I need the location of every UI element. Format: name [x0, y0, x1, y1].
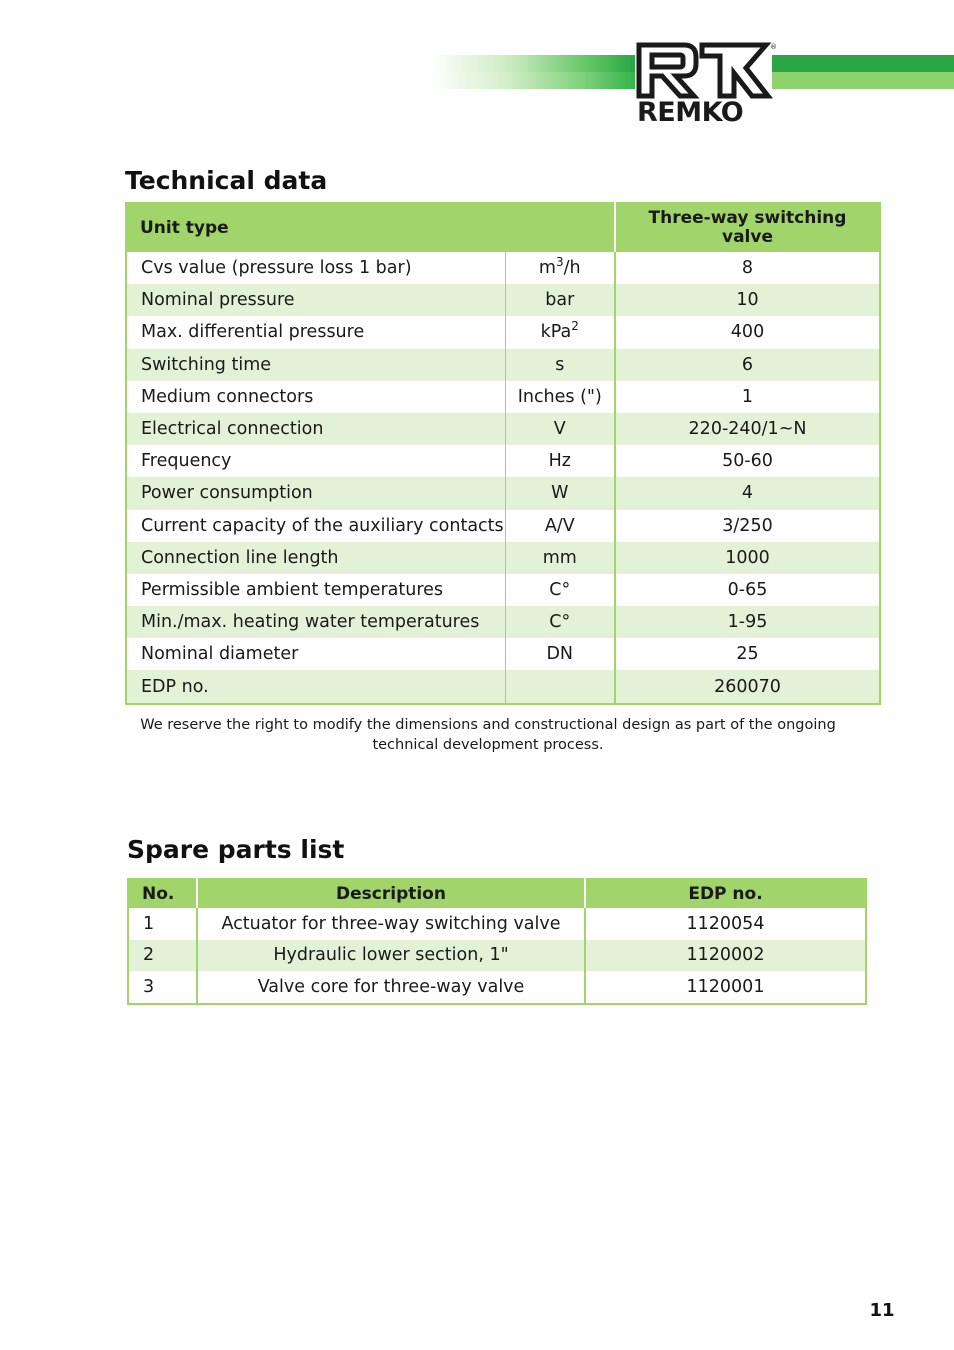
table-header-row — [128, 879, 866, 908]
header-value-text: Three-way switching valve — [648, 208, 847, 247]
row-unit — [505, 477, 615, 509]
row-label: Nominal diameter — [141, 644, 299, 665]
spare-parts-table — [127, 878, 867, 1005]
row-label: Current capacity of the auxiliary contacts — [141, 515, 504, 536]
row-value: 0-65 — [615, 574, 880, 606]
row-label: Power consumption — [126, 477, 505, 509]
unit-base: s — [555, 354, 565, 375]
table-row — [126, 510, 880, 542]
row-unit — [505, 284, 615, 316]
unit-superscript: 3 — [555, 255, 564, 270]
row-value: 1 — [615, 381, 880, 413]
table-row — [126, 284, 880, 316]
row-unit — [505, 413, 615, 445]
header-value — [615, 203, 880, 252]
row-value: 400 — [615, 316, 880, 348]
table-header-row — [126, 203, 880, 252]
row-label: Max. differential pressure — [141, 322, 365, 343]
table-row — [126, 413, 880, 445]
brand-name: REMKO — [637, 97, 744, 128]
spare-parts-title: Spare parts list — [127, 835, 345, 864]
table-row — [128, 971, 866, 1004]
row-value: 1000 — [615, 542, 880, 574]
footnote-line-2: technical development process. — [372, 737, 604, 753]
row-value: 1-95 — [615, 606, 880, 638]
technical-data-title: Technical data — [125, 166, 328, 195]
header-gradient-band-left-top — [430, 55, 635, 72]
row-value: 4 — [615, 477, 880, 509]
row-label: Connection line length — [126, 542, 505, 574]
table-row — [126, 638, 880, 670]
unit-base: W — [551, 483, 569, 504]
part-description: Hydraulic lower section, 1" — [197, 940, 585, 972]
row-label: Permissible ambient temperatures — [141, 579, 444, 600]
unit-base: bar — [545, 290, 575, 311]
part-number: 1 — [143, 913, 155, 934]
part-edp-number: 1120002 — [585, 940, 866, 972]
row-unit — [505, 574, 615, 606]
row-unit — [505, 638, 615, 670]
registered-mark: ® — [770, 43, 777, 51]
header-unit-type: Unit type — [126, 203, 615, 252]
unit-base: m — [538, 258, 556, 279]
row-value: 6 — [615, 349, 880, 381]
row-label: Frequency — [141, 451, 232, 472]
row-label: Cvs value (pressure loss 1 bar) — [141, 258, 412, 279]
unit-base: C° — [549, 612, 571, 633]
row-unit — [505, 252, 615, 284]
unit-base: Inches (") — [517, 386, 602, 407]
footnote-line-1: We reserve the right to modify the dimensions and constructional design as part of the ongoing — [140, 717, 836, 733]
table-row — [126, 606, 880, 638]
table-row — [126, 316, 880, 348]
row-value: 8 — [615, 252, 880, 284]
row-unit — [505, 670, 615, 703]
unit-base: V — [553, 419, 566, 440]
row-unit — [505, 316, 615, 348]
unit-base: Hz — [548, 451, 571, 472]
table-row — [126, 670, 880, 703]
row-label: Electrical connection — [126, 413, 505, 445]
row-value: 220-240/1~N — [615, 413, 880, 445]
table-row — [128, 940, 866, 972]
row-label: Medium connectors — [141, 386, 314, 407]
technical-data-table — [125, 202, 881, 705]
part-description: Actuator for three-way switching valve — [197, 908, 585, 940]
unit-base: DN — [546, 644, 574, 665]
unit-base: kPa — [540, 322, 572, 343]
table-row — [126, 542, 880, 574]
unit-base: A/V — [544, 515, 575, 536]
table-row — [126, 477, 880, 509]
table-row — [128, 908, 866, 940]
header-description: Description — [197, 879, 585, 908]
part-number: 3 — [143, 976, 155, 997]
part-number: 2 — [128, 940, 197, 972]
part-edp-number: 1120054 — [585, 908, 866, 940]
unit-superscript: 2 — [571, 319, 579, 334]
row-value: 3/250 — [615, 510, 880, 542]
row-value: 50-60 — [615, 445, 880, 477]
row-unit — [505, 349, 615, 381]
row-unit — [505, 510, 615, 542]
row-unit — [505, 445, 615, 477]
table-row — [126, 349, 880, 381]
row-value: 10 — [615, 284, 880, 316]
unit-tail: /h — [563, 258, 581, 279]
table-row — [126, 445, 880, 477]
footnote — [125, 715, 851, 755]
row-unit — [505, 542, 615, 574]
table-row — [126, 252, 880, 284]
row-value: 25 — [615, 638, 880, 670]
row-unit — [505, 606, 615, 638]
unit-base: C° — [549, 579, 571, 600]
table-row — [126, 381, 880, 413]
header-edp: EDP no. — [585, 879, 866, 908]
row-label: Switching time — [126, 349, 505, 381]
part-edp-number: 1120001 — [585, 971, 866, 1004]
part-description: Valve core for three-way valve — [197, 971, 585, 1004]
row-unit — [505, 381, 615, 413]
header-band-right — [772, 55, 954, 89]
row-label: Min./max. heating water temperatures — [126, 606, 505, 638]
unit-base: mm — [542, 547, 577, 568]
row-label: EDP no. — [126, 670, 505, 703]
row-value: 260070 — [615, 670, 880, 703]
header-no: No. — [128, 879, 197, 908]
table-row — [126, 574, 880, 606]
row-label: Nominal pressure — [126, 284, 505, 316]
page-number: 11 — [869, 1300, 895, 1321]
